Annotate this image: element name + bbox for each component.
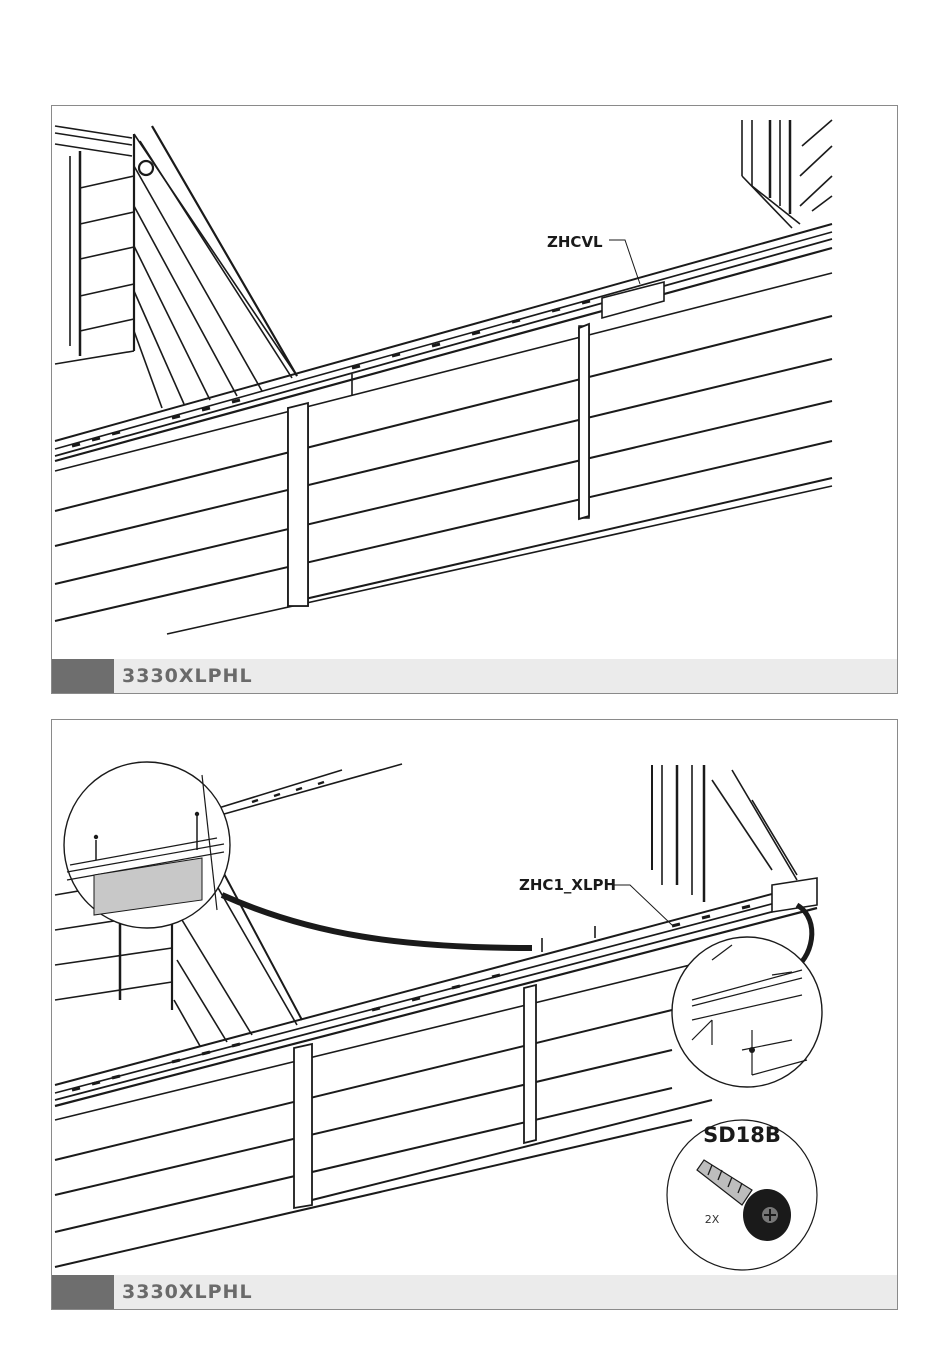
assembly-drawing-2 [52,720,897,1275]
screw-label: SD18B [703,1123,781,1147]
model-code-2: 3330XLPHL [122,1281,253,1303]
assembly-step-panel-2 [51,719,898,1310]
detail-magnifier-icon [64,762,230,928]
step-footer-1 [52,659,897,693]
footer-tab [52,1275,114,1309]
detail-magnifier-icon [672,937,822,1087]
part-label-zhc1-xlph: ZHC1_XLPH [519,876,617,894]
screw-callout [667,1120,817,1270]
part-label-zhcvl: ZHCVL [547,233,603,251]
assembly-step-panel-1 [51,105,898,694]
model-code-1: 3330XLPHL [122,665,253,687]
footer-tab [52,659,114,693]
assembly-drawing-1 [52,106,897,659]
step-footer-2 [52,1275,897,1309]
screw-quantity: 2X [704,1213,720,1226]
